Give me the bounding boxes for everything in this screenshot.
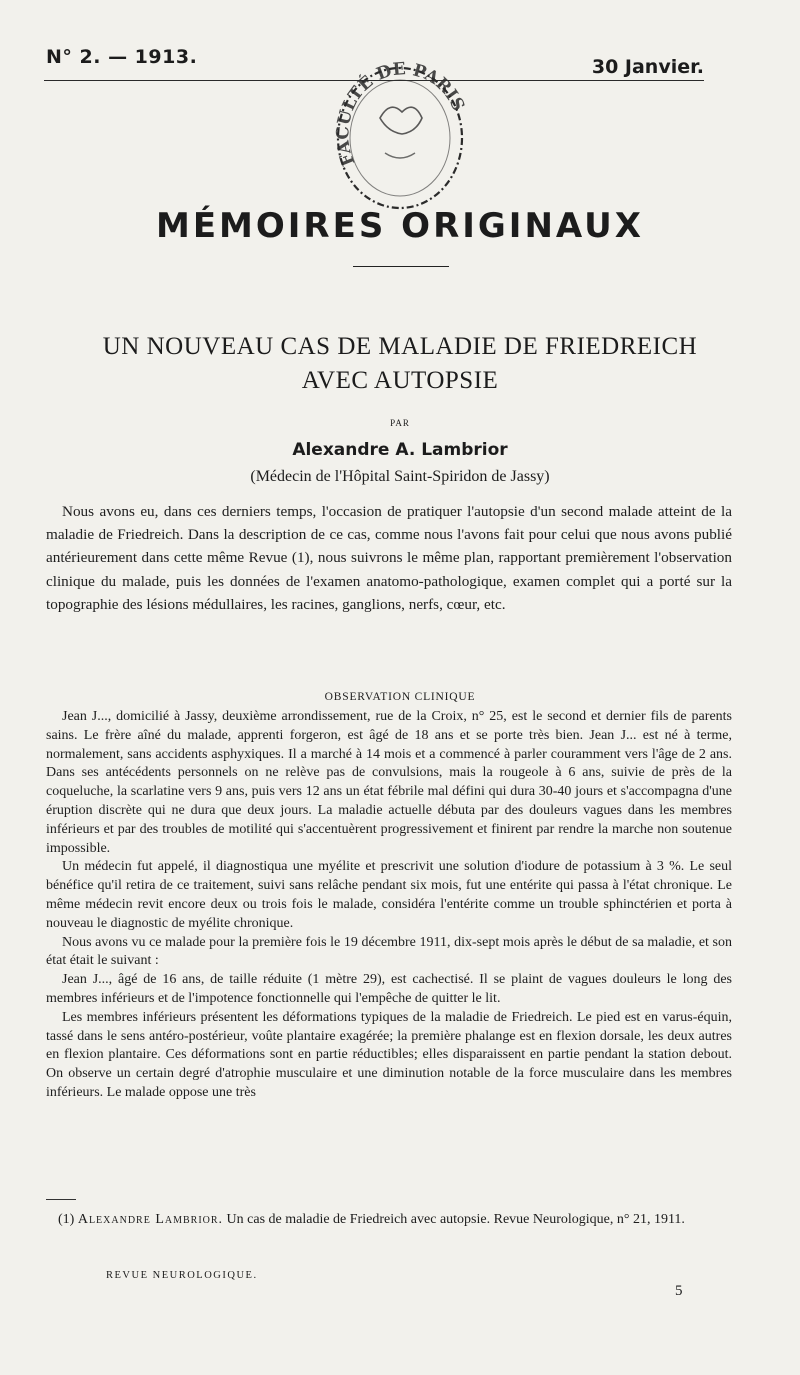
- section-title: MÉMOIRES ORIGINAUX: [155, 206, 644, 246]
- footnote-rule: [46, 1199, 76, 1200]
- article-title-line-2: AVEC AUTOPSIE: [301, 367, 499, 394]
- footnote-marker: (1): [58, 1212, 75, 1227]
- author-affiliation: (Médecin de l'Hôpital Saint-Spiridon de Jassy): [250, 468, 550, 485]
- byline-par: PAR: [390, 418, 410, 428]
- issue-date: 30 Janvier.: [591, 56, 704, 78]
- footnote-author: Alexandre Lambrior.: [77, 1212, 224, 1227]
- intro-paragraph: Nous avons eu, dans ces derniers temps, l'occasion de pratiquer l'autopsie d'un second malade atteint de la maladie de Friedreich. Dans la description de ce cas, comme nous l'avons fait pour celui que nous avons publié antérieurement dans cette même Revue (1), nous suivrons le même plan, rapportant premièrement l'observation clinique du malade, puis les données de l'examen anatomo-pathologique, examen complet qui a porté sur la topographie des lésions médullaires, les racines, ganglions, nerfs, cœur, etc.: [46, 503, 732, 613]
- article-title-line-1: UN NOUVEAU CAS DE MALADIE DE FRIEDREICH: [102, 333, 698, 360]
- footnote-text: Un cas de maladie de Friedreich avec autopsie. Revue Neurologique, n° 21, 1911.: [226, 1212, 685, 1227]
- observation-paragraph-3: Nous avons vu ce malade pour la première fois le 19 décembre 1911, dix-sept mois après le début de sa maladie, et son état était le suivant :: [46, 934, 732, 969]
- observation-paragraph-5: Les membres inférieurs présentent les déformations typiques de la maladie de Friedreich. Le pied est en varus-équin, tassé dans le sens antéro-postérieur, voûte plantaire exagérée; la première phalange est en flexion dorsale, les deux autres en flexion plantaire. Ces déformations sont en partie réductibles; elles disparaissent en partie pendant la station debout. On observe un certain degré d'atrophie musculaire et une diminution notable de la force musculaire dans les membres inférieurs. Le malade oppose une très: [46, 1009, 732, 1100]
- issue-number: N° 2. — 1913.: [46, 46, 198, 68]
- footnote: [46, 1210, 732, 1230]
- observation-paragraph-4: Jean J..., âgé de 16 ans, de taille réduite (1 mètre 29), est cachectisé. Il se plaint de vagues douleurs le long des membres inférieurs et de l'impotence fonctionnelle qui l'empêche de quitter le lit.: [46, 972, 732, 1006]
- library-stamp: [325, 48, 475, 218]
- running-footer: REVUE NEUROLOGIQUE.: [106, 1270, 258, 1281]
- page-number: 5: [675, 1283, 683, 1299]
- stamp-text: FACULTÉ DE PARIS: [333, 59, 469, 169]
- svg-text:FACULTÉ DE PARIS: [333, 59, 468, 169]
- observation-body: [46, 708, 732, 1103]
- article-title: [0, 330, 800, 398]
- observation-heading: OBSERVATION CLINIQUE: [324, 691, 476, 703]
- title-rule: [353, 266, 449, 267]
- author-name: Alexandre A. Lambrior: [292, 440, 508, 460]
- observation-paragraph-1: Jean J..., domicilié à Jassy, deuxième arrondissement, rue de la Croix, n° 25, est le second et dernier fils de parents sains. Le frère aîné du malade, apprenti forgeron, est âgé de 18 ans et se porte très bien. Jean J... est né à terme, normalement, sans accidents asphyxiques. Il a marché à 14 mois et a commencé à parler couramment vers l'âge de 2 ans. Dans ses antécédents personnels on ne relève pas de convulsions, mais la rougeole à 6 ans, suivie de près de la coqueluche, la scarlatine vers 9 ans, puis vers 12 ans un état fébrile mal défini qui dura 30-40 jours et s'accompagna d'une éruption discrète qui ne dura que deux jours. La maladie actuelle débuta par des douleurs vagues dans les membres inférieurs et par des troubles de motilité qui s'accentuèrent progressivement et finirent par rendre la marche non soutenue impossible.: [46, 709, 732, 856]
- observation-paragraph-2: Un médecin fut appelé, il diagnostiqua une myélite et prescrivit une solution d'iodure de potassium à 3 %. Le seul bénéfice qu'il retira de ce traitement, suivi sans relâche pendant six mois, fut une entérite qui passa à l'état chronique. Le même médecin revit encore deux ou trois fois le malade, considéra l'entérite comme un trouble sphinctérien et porta à nouveau le diagnostic de myélite chronique.: [46, 859, 732, 931]
